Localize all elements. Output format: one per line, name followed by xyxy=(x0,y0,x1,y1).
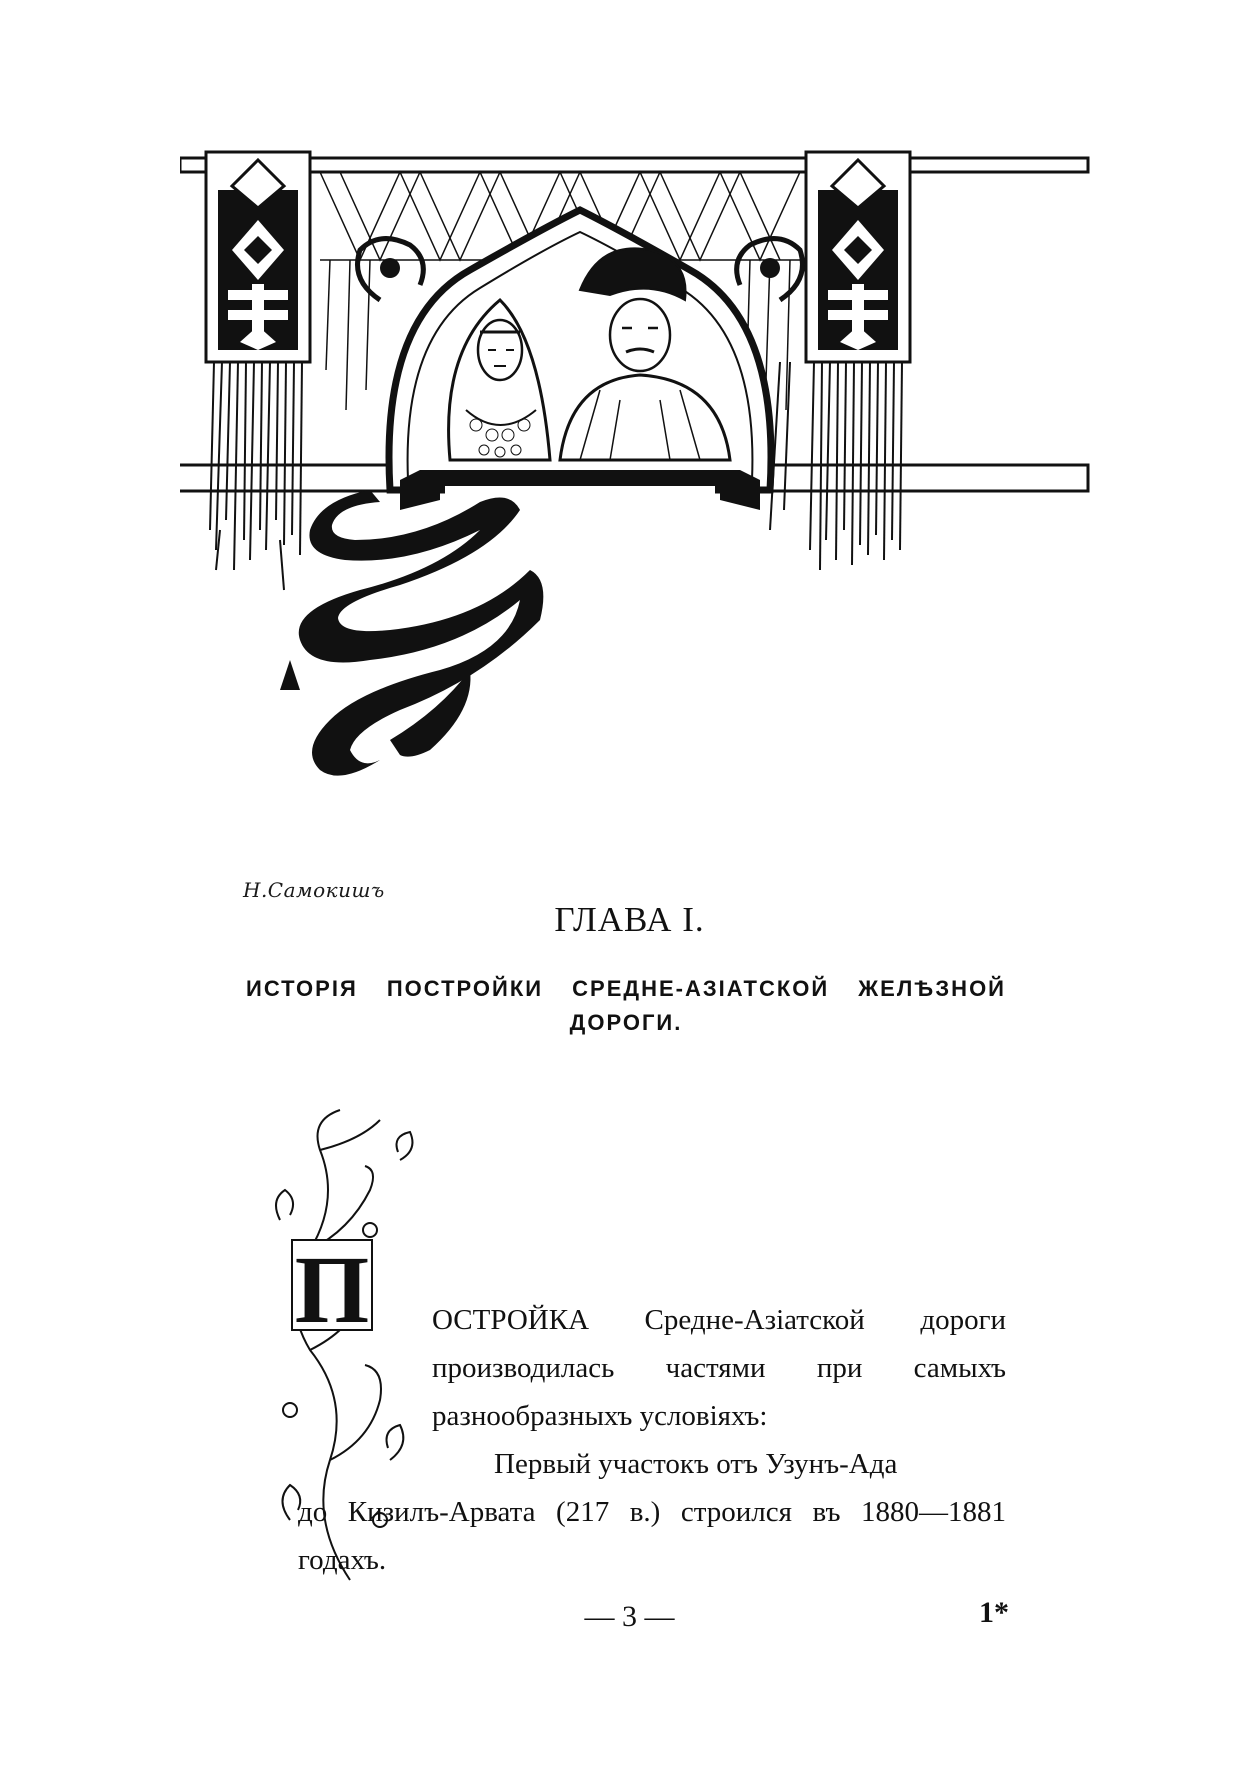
paragraph-2-line-1: Первый участокъ отъ Узунъ-Ада xyxy=(494,1448,898,1480)
header-illustration xyxy=(180,150,1090,940)
chapter-title: ГЛАВА I. xyxy=(554,900,705,939)
drop-cap-letter: П xyxy=(294,1236,370,1343)
paragraph-1: ОСТРОЙКА Средне-Азіатской дороги производилась частями при самыхъ разнообразныхъ условіяхъ: xyxy=(432,1304,1006,1432)
top-rod xyxy=(180,158,1088,172)
portrait-frame xyxy=(358,210,803,510)
paragraph-2-rest: до Кизилъ-Арвата (217 в.) строился въ 1880—1881 годахъ. xyxy=(298,1496,1006,1576)
artist-signature: Н.Самокишъ xyxy=(243,878,385,902)
right-carpet-panel xyxy=(806,152,910,362)
body-text xyxy=(298,1296,1006,1584)
chapter-subtitle: ИСТОРІЯ ПОСТРОЙКИ СРЕДНЕ-АЗІАТСКОЙ ЖЕЛѢЗНОЙ ДОРОГИ. xyxy=(246,976,1006,1035)
whiplash-ornament xyxy=(280,490,543,776)
left-carpet-panel xyxy=(206,152,310,362)
page-number: — 3 — xyxy=(584,1600,675,1633)
printer-signature-mark: 1* xyxy=(979,1596,1009,1629)
